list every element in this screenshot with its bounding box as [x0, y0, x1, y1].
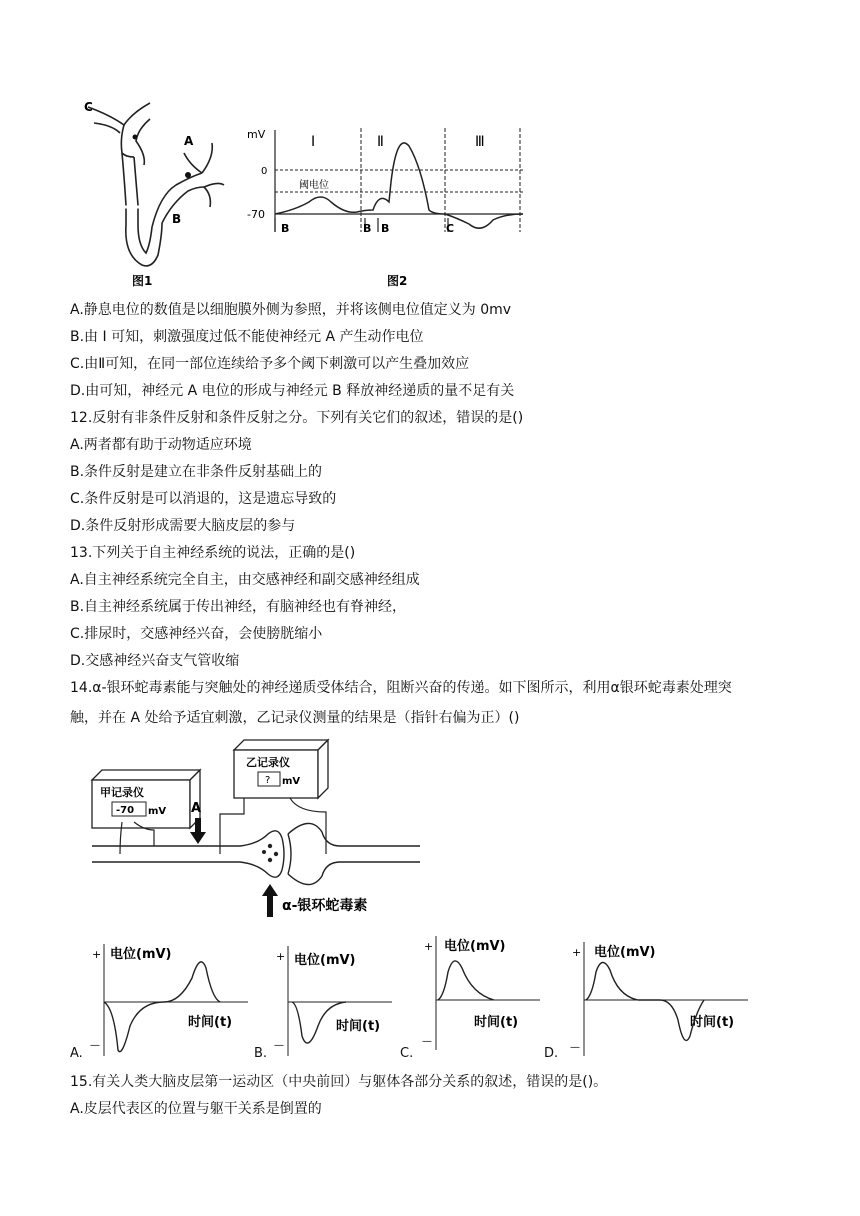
q12-option-d: D.条件反射形成需要大脑皮层的参与 [70, 518, 296, 534]
q11-option-d: D.由可知，神经元 A 电位的形成与神经元 B 释放神经递质的量不足有关 [70, 383, 515, 399]
fig2-section-2: Ⅱ [377, 134, 384, 150]
toxin-label: α-银环蛇毒素 [282, 898, 368, 914]
q14-stem-line1: 14.α-银环蛇毒素能与突触处的神经递质受体结合，阻断兴奋的传递。如下图所示，利用α银环蛇毒素处理突 [70, 680, 732, 696]
q14-graph-c [420, 932, 550, 1054]
jia-recorder-value: -70 [116, 805, 135, 816]
yi-recorder-label: 乙记录仪 [246, 756, 290, 769]
graph-b-ylabel: 电位(mV) [294, 953, 356, 968]
fig1-label-a: A [184, 134, 194, 148]
q14-option-d-label: D. [544, 1046, 559, 1061]
q11-option-a: A.静息电位的数值是以细胞膜外侧为参照，并将该侧电位值定义为 0mv [70, 302, 512, 318]
fig1-label-b: B [172, 212, 182, 226]
q14-stem-line2: 触，并在 A 处给予适宜刺激，乙记录仪测量的结果是（指针右偏为正）() [70, 710, 520, 726]
q14-option-b-label: B. [254, 1046, 268, 1061]
graph-d-plus: + [572, 946, 582, 959]
q14-option-a-label: A. [70, 1046, 83, 1061]
fig2-stimulus-b3: B [381, 222, 390, 235]
graph-c-ylabel: 电位(mV) [444, 939, 506, 954]
graph-b-minus: — [274, 1040, 284, 1051]
fig2-tick-zero: 0 [261, 166, 268, 177]
yi-recorder-value: ? [265, 775, 271, 786]
stimulus-point-a: A [191, 801, 202, 816]
q13-stem: 13.下列关于自主神经系统的说法，正确的是() [70, 545, 356, 561]
graph-a-plus: + [92, 948, 102, 961]
q14-option-c-label: C. [400, 1046, 414, 1061]
q12-option-a: A.两者都有助于动物适应环境 [70, 437, 252, 453]
q14-graph-a [88, 938, 260, 1060]
fig2-tick-rest: -70 [247, 208, 265, 221]
fig2-stimulus-b2: B [363, 222, 372, 235]
q12-option-c: C.条件反射是可以消退的，这是遗忘导致的 [70, 491, 337, 507]
fig2-section-1: Ⅰ [311, 134, 316, 150]
graph-c-plus: + [424, 940, 434, 953]
fig2-stimulus-b1: B [281, 222, 290, 235]
q13-option-b: B.自主神经系统属于传出神经，有脑神经也有脊神经， [70, 599, 407, 615]
q14-apparatus-figure [90, 738, 420, 924]
fig2-section-3: Ⅲ [475, 134, 485, 150]
graph-d-minus: — [570, 1042, 580, 1053]
fig1-caption: 图1 [132, 274, 153, 288]
q14-graph-b [272, 938, 402, 1060]
q14-graph-d [568, 936, 754, 1058]
q12-stem: 12.反射有非条件反射和条件反射之分。下列有关它们的叙述，错误的是() [70, 410, 524, 426]
graph-c-xlabel: 时间(t) [474, 1015, 519, 1030]
fig1-label-c: C [84, 100, 93, 114]
graph-a-minus: — [90, 1040, 100, 1051]
q11-option-c: C.由Ⅱ可知，在同一部位连续给予多个阈下刺激可以产生叠加效应 [70, 356, 470, 372]
graph-b-plus: + [276, 950, 286, 963]
graph-d-xlabel: 时间(t) [690, 1015, 735, 1030]
fig2-y-unit: mV [247, 128, 266, 141]
graph-a-xlabel: 时间(t) [188, 1015, 233, 1030]
graph-d-ylabel: 电位(mV) [594, 945, 656, 960]
fig2-threshold-label: 阈电位 [299, 180, 329, 191]
q15-stem: 15.有关人类大脑皮层第一运动区（中央前回）与躯体各部分关系的叙述，错误的是()。 [70, 1074, 608, 1090]
q11-option-b: B.由 I 可知，刺激强度过低不能使神经元 A 产生动作电位 [70, 329, 424, 345]
fig2-caption: 图2 [387, 274, 408, 288]
jia-recorder-unit: mV [148, 806, 167, 817]
q12-option-b: B.条件反射是建立在非条件反射基础上的 [70, 464, 323, 480]
figure-1-neurons [80, 95, 230, 290]
q13-option-a: A.自主神经系统完全自主，由交感神经和副交感神经组成 [70, 572, 420, 588]
fig2-stimulus-c: C [446, 222, 455, 235]
graph-b-xlabel: 时间(t) [336, 1019, 381, 1034]
q13-option-c: C.排尿时，交感神经兴奋，会使膀胱缩小 [70, 626, 323, 642]
q13-option-d: D.交感神经兴奋支气管收缩 [70, 653, 240, 669]
q15-option-a: A.皮层代表区的位置与躯干关系是倒置的 [70, 1101, 322, 1117]
graph-c-minus: — [422, 1036, 432, 1047]
figure-2-potential-graph [245, 122, 535, 292]
graph-a-ylabel: 电位(mV) [110, 947, 172, 962]
jia-recorder-label: 甲记录仪 [100, 786, 144, 799]
yi-recorder-unit: mV [282, 776, 301, 787]
